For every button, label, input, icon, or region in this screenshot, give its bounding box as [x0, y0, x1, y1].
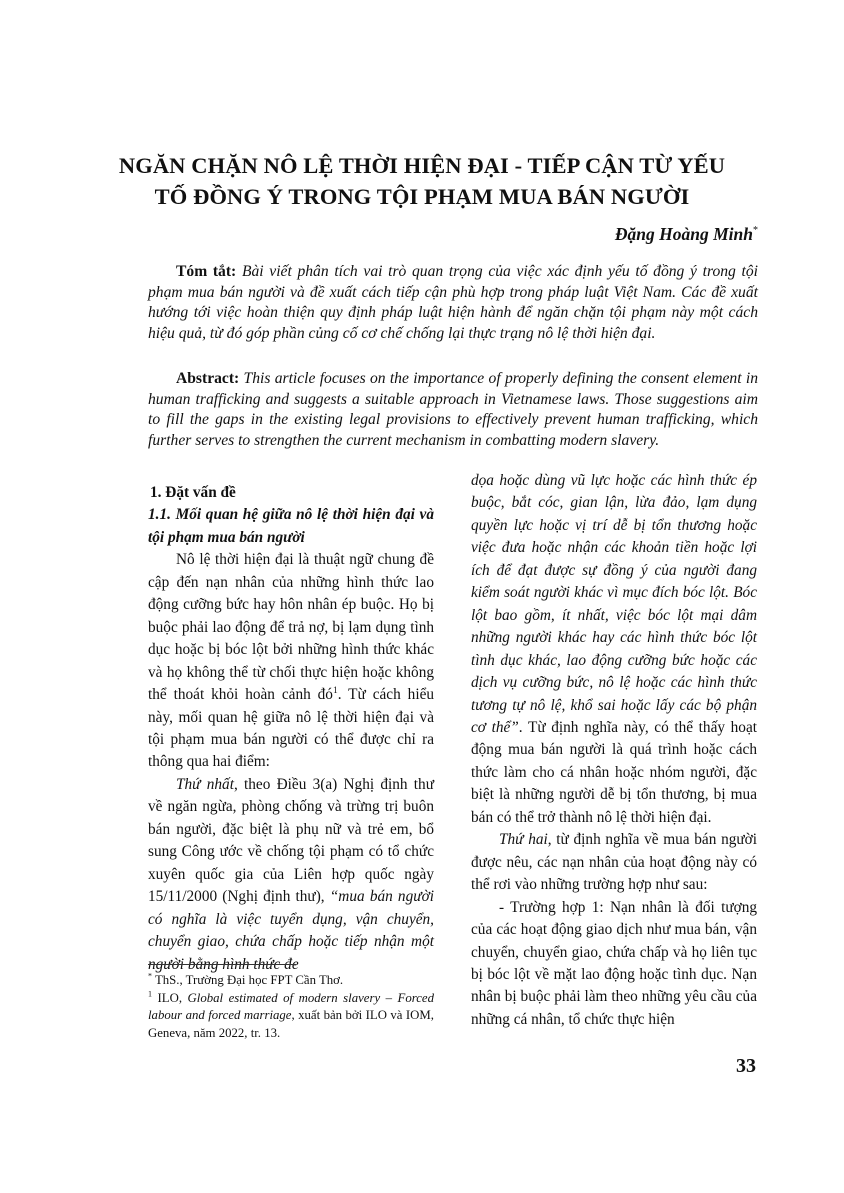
section-heading: 1. Đặt vấn đề: [150, 484, 236, 501]
page-number: 33: [736, 1055, 756, 1077]
after-quote-text: . Từ định nghĩa này, có thể thấy hoạt động mua bán người là quá trình hoặc cách thức làm cho cá nhân hoặc nhóm người, đặc biệt là những người dễ bị tổn thương, bị mua bán có thể trở thành nô lệ thời hiện đại.: [471, 718, 757, 826]
author-name: Đặng Hoàng Minh: [614, 224, 753, 244]
footnote-star-mark: *: [148, 971, 152, 981]
author-footnote-mark[interactable]: *: [753, 225, 758, 237]
paragraph-modern-slavery: [148, 549, 434, 774]
abstract-en-label: Abstract:: [176, 370, 240, 387]
second-point-lead: Thứ hai: [499, 831, 548, 849]
right-column: [471, 470, 757, 1031]
footnote-1: [148, 990, 434, 1043]
summary-vi-label: Tóm tắt:: [176, 263, 237, 280]
second-point-text: , từ định nghĩa về mua bán người được nêu, các nạn nhân của hoạt động này có thể rơi vào những trường hợp như sau:: [471, 831, 757, 894]
paragraph-second-point: [471, 829, 757, 896]
summary-vi-text: Bài viết phân tích vai trò quan trọng của việc xác định yếu tố đồng ý trong tội phạm mua bán người và đề xuất cách tiếp cận phù hợp trong pháp luật Việt Nam. Các đề xuất hướng tới việc hoàn thiện quy định pháp luật hiện hành để ngăn chặn tội phạm này một cách hiệu quả, từ đó góp phần củng cố cơ chế chống lại thực trạng nô lệ thời hiện đại.: [148, 263, 758, 342]
paragraph-case-1: - Trường hợp 1: Nạn nhân là đối tượng của các hoạt động giao dịch như mua bán, vận chuyển, chuyển giao, chứa chấp và họ liên tục bị bóc lột về mặt lao động hoặc tình dục. Nạn nhân bị buộc phải làm theo những yêu cầu của những cá nhân, tổ chức thực hiện: [471, 898, 757, 1028]
title-line-2: TỐ ĐỒNG Ý TRONG TỘI PHẠM MUA BÁN NGƯỜI: [154, 184, 690, 209]
paragraph-quote-continuation: [471, 470, 757, 829]
protocol-quote-start: “mua bán người có nghĩa là việc tuyển dụng, vận chuyển, chuyển giao, chứa chấp hoặc tiếp nhận một người bằng hình thức đe: [148, 888, 434, 973]
paragraph-1-part-a: Nô lệ thời hiện đại là thuật ngữ chung đề cập đến nạn nhân của những hình thức lao động cưỡng bức hay hôn nhân ép buộc. Họ bị buộc phải lao động để trả nợ, bị lạm dụng tình dục hoặc bị bóc lột bởi những hình thức khác và họ không thể từ chối thực hiện hoặc không thể thoát khỏi hoàn cảnh đó: [148, 551, 434, 704]
author-byline: [615, 224, 758, 245]
footnote-1-pre: ILO,: [152, 990, 188, 1005]
first-point-lead: Thứ nhất: [176, 775, 234, 793]
footnote-divider: [148, 964, 296, 965]
title-line-1: NGĂN CHẶN NÔ LỆ THỜI HIỆN ĐẠI - TIẾP CẬN TỪ YẾU: [118, 153, 726, 178]
first-point-text: , theo Điều 3(a) Nghị định thư về ngăn ngừa, phòng chống và trừng trị buôn bán người, đặc biệt là phụ nữ và trẻ em, bổ sung Công ước về chống tội phạm có tổ chức xuyên quốc gia của Liên hợp quốc ngày 15/11/2000 (Nghị định thư),: [148, 775, 434, 906]
abstract-en-text: This article focuses on the importance of properly defining the consent element in human trafficking and suggests a suitable approach in Vietnamese laws. Those suggestions aim to fill the gaps in the existing legal provisions to effectively prevent human trafficking, which further serves to strengthen the current mechanism in combatting modern slavery.: [148, 370, 758, 449]
footnote-ref-1[interactable]: 1: [332, 685, 338, 696]
abstract-english: [148, 369, 758, 451]
footnote-author-text: ThS., Trường Đại học FPT Cần Thơ.: [152, 973, 344, 987]
footnotes: [148, 972, 434, 1042]
paragraph-1-part-b: . Từ cách hiểu này, mối quan hệ giữa nô lệ thời hiện đại và tội phạm mua bán người có thể được chỉ ra thông qua hai điểm:: [148, 686, 435, 771]
paragraph-first-point: [148, 774, 434, 976]
protocol-quote-cont: dọa hoặc dùng vũ lực hoặc các hình thức ép buộc, bắt cóc, gian lận, lừa đảo, lạm dụng quyền lực hoặc vị trí dễ bị tổn thương hoặc việc đưa hoặc nhận các khoản tiền hoặc lợi ích để đạt được sự đồng ý của người đang kiểm soát người khác vì mục đích bóc lột. Bóc lột bao gồm, ít nhất, việc bóc lột mại dâm những người khác hay các hình thức bóc lột tình dục khác, lao động cưỡng bức hoặc các dịch vụ cưỡng bức, nô lệ hoặc các hình thức tương tự nô lệ, khổ sai hoặc lấy các bộ phận cơ thể”: [471, 472, 757, 736]
footnote-1-mark: 1: [148, 989, 152, 999]
footnote-1-title: Global estimated of modern slavery – Forced labour and forced marriage: [148, 990, 435, 1022]
left-column: [148, 482, 434, 976]
summary-vietnamese: [148, 262, 758, 344]
subsection-heading: 1.1. Mối quan hệ giữa nô lệ thời hiện đại và tội phạm mua bán người: [148, 506, 434, 546]
footnote-1-post: , xuất bản bởi ILO và IOM, Geneva, năm 2022, tr. 13.: [148, 1008, 434, 1040]
article-title: [110, 150, 734, 212]
footnote-author: [148, 972, 434, 990]
